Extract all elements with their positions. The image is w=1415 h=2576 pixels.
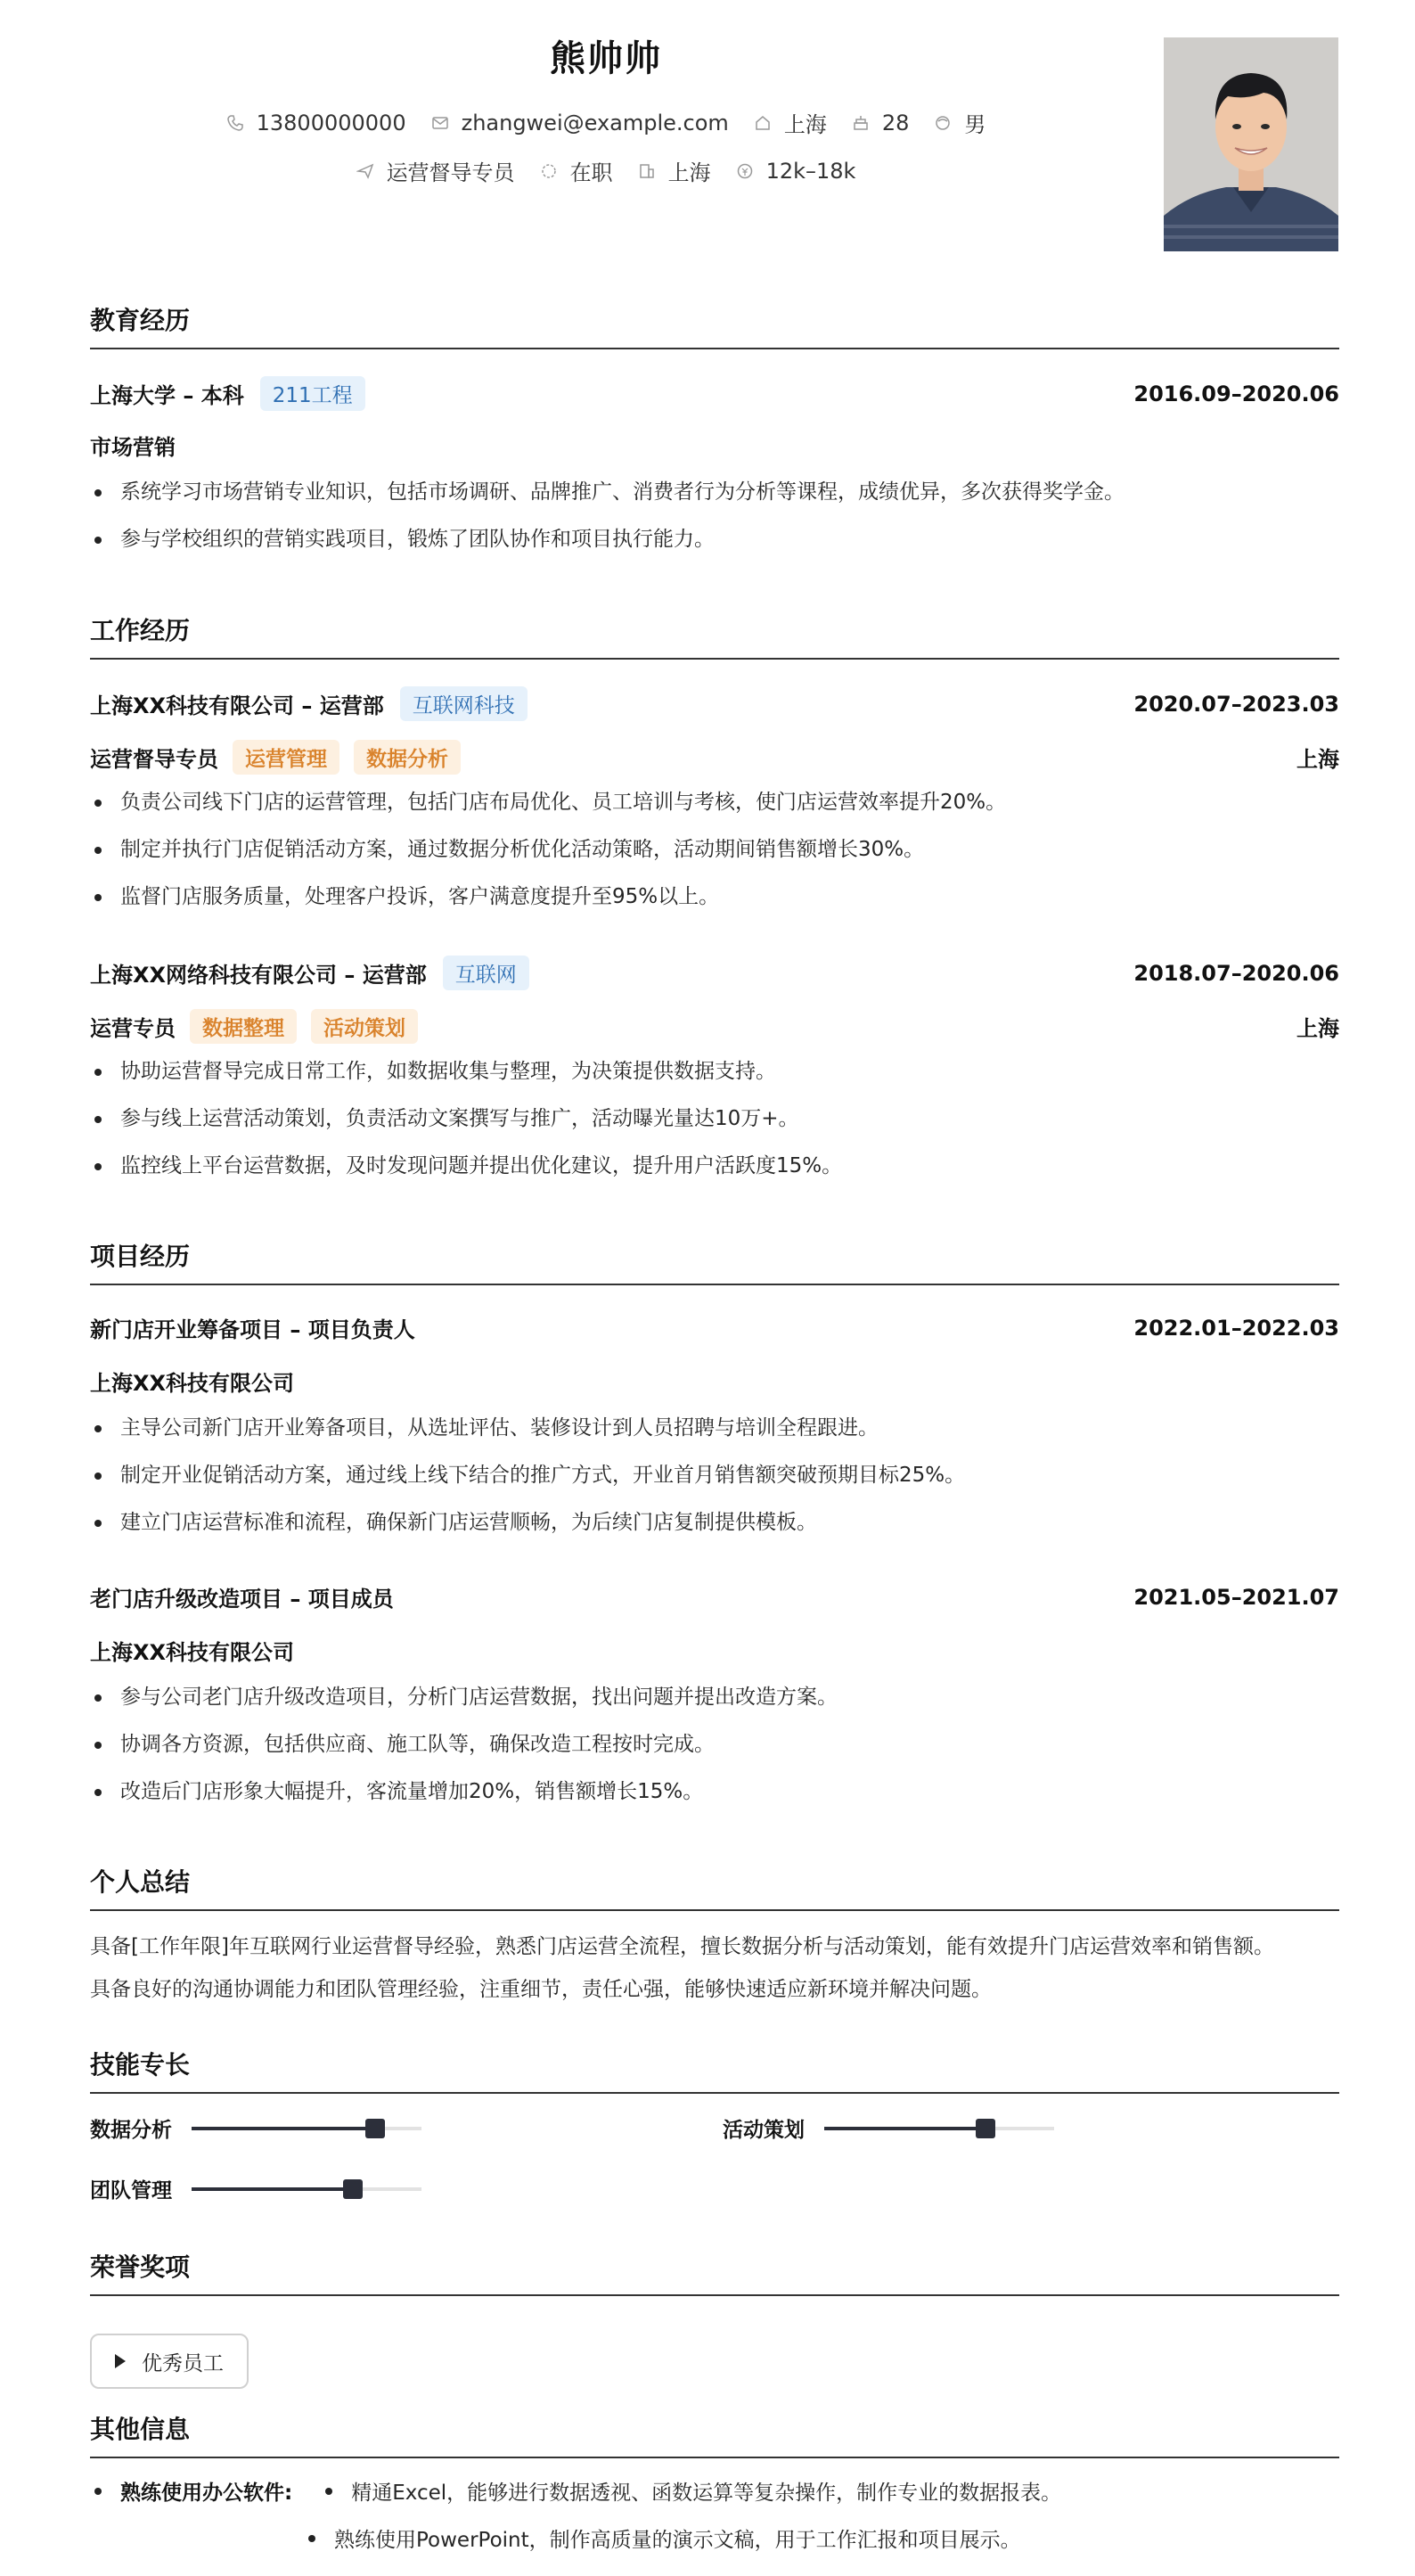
list-item: 改造后门店形象大幅提升，客流量增加20%，销售额增长15%。 bbox=[90, 1768, 1339, 1816]
skill-bar-fill bbox=[192, 2127, 375, 2130]
role-tag: 运营管理 bbox=[233, 740, 339, 775]
phone-item bbox=[226, 111, 406, 135]
other-section bbox=[90, 2410, 1339, 2571]
other-title: 其他信息 bbox=[90, 2410, 1339, 2458]
summary-section bbox=[90, 1863, 1339, 2014]
school-tag: 211工程 bbox=[260, 376, 365, 411]
role-tag: 活动策划 bbox=[311, 1009, 418, 1044]
role-name: 运营专员 bbox=[90, 1016, 176, 1041]
awards-section bbox=[90, 2248, 1339, 2400]
bullet-dot bbox=[325, 2488, 332, 2495]
role-tag: 数据整理 bbox=[190, 1009, 297, 1044]
home-icon bbox=[754, 114, 772, 132]
projects-title: 项目经历 bbox=[90, 1237, 1339, 1285]
job-target-item bbox=[356, 155, 515, 186]
phone-icon bbox=[226, 114, 244, 132]
age-text: 28 bbox=[881, 110, 910, 135]
work-entry-1-bullets bbox=[90, 779, 1339, 921]
work-city: 上海 bbox=[1296, 747, 1339, 772]
role-tag: 数据分析 bbox=[354, 740, 461, 775]
skill-bar-fill bbox=[192, 2187, 353, 2191]
list-item: 参与学校组织的营销实践项目，锻炼了团队协作和项目执行能力。 bbox=[90, 516, 1339, 563]
work-entry-1-head bbox=[90, 686, 1339, 721]
project-1-head bbox=[90, 1312, 1339, 1343]
project-date: 2022.01–2022.03 bbox=[1133, 1315, 1339, 1341]
profile-photo bbox=[1164, 37, 1338, 251]
contact-row bbox=[0, 107, 1212, 138]
company-name: 上海XX网络科技有限公司 – 运营部 bbox=[90, 963, 427, 988]
work-entry-2-role bbox=[90, 1009, 1339, 1044]
project-date: 2021.05–2021.07 bbox=[1133, 1584, 1339, 1610]
award-label: 优秀员工 bbox=[142, 2351, 224, 2375]
salary-item bbox=[736, 159, 856, 184]
work-date: 2020.07–2023.03 bbox=[1133, 691, 1339, 717]
skill-bar bbox=[192, 2127, 421, 2130]
email-item bbox=[431, 111, 729, 135]
education-date: 2016.09–2020.06 bbox=[1133, 381, 1339, 406]
major-row bbox=[90, 430, 1339, 461]
skill-bar-fill bbox=[824, 2127, 986, 2130]
status-icon bbox=[540, 162, 558, 180]
list-item: 监督门店服务质量，处理客户投诉，客户满意度提升至95%以上。 bbox=[90, 874, 1339, 921]
skill-item bbox=[723, 2113, 1054, 2143]
project-1-bullets bbox=[90, 1405, 1339, 1546]
skill-item bbox=[90, 2113, 421, 2143]
role-name: 运营督导专员 bbox=[90, 747, 218, 772]
list-item: 主导公司新门店开业筹备项目，从选址评估、装修设计到人员招聘与培训全程跟进。 bbox=[90, 1405, 1339, 1452]
salary-text: 12k–18k bbox=[765, 158, 856, 184]
list-item: 协助运营督导完成日常工作，如数据收集与整理，为决策提供数据支持。 bbox=[90, 1048, 1339, 1095]
gender-text: 男 bbox=[964, 112, 986, 137]
project-2-bullets bbox=[90, 1674, 1339, 1816]
project-2-org bbox=[90, 1635, 1339, 1666]
job-intent-row bbox=[0, 155, 1212, 186]
money-icon bbox=[736, 162, 754, 180]
list-item: 参与线上运营活动策划，负责活动文案撰写与推广，活动曝光量达10万+。 bbox=[90, 1095, 1339, 1143]
play-triangle-icon bbox=[115, 2354, 126, 2368]
major-name: 市场营销 bbox=[90, 435, 176, 460]
gender-icon bbox=[934, 114, 952, 132]
summary-line: 具备[工作年限]年互联网行业运营督导经验，熟悉门店运营全流程，擅长数据分析与活动策划，能有效提升门店运营效率和销售额。 bbox=[90, 1935, 1274, 1958]
project-title: 老门店升级改造项目 – 项目成员 bbox=[90, 1587, 394, 1612]
candidate-name: 熊帅帅 bbox=[550, 38, 662, 79]
skill-bar bbox=[824, 2127, 1054, 2130]
project-2-head bbox=[90, 1581, 1339, 1612]
list-item: 建立门店运营标准和流程，确保新门店运营顺畅，为后续门店复制提供模板。 bbox=[90, 1499, 1339, 1546]
project-title: 新门店开业筹备项目 – 项目负责人 bbox=[90, 1317, 415, 1342]
job-target-text: 运营督导专员 bbox=[386, 160, 515, 185]
skill-name: 数据分析 bbox=[90, 2119, 172, 2142]
project-1-org bbox=[90, 1366, 1339, 1397]
building-icon bbox=[638, 162, 656, 180]
age-item bbox=[852, 111, 910, 135]
gender-item bbox=[934, 107, 986, 138]
skills-section bbox=[90, 2046, 1339, 2224]
other-row bbox=[90, 2514, 1339, 2562]
skill-item bbox=[90, 2174, 421, 2203]
work-entry-2-head bbox=[90, 956, 1339, 990]
skill-bar-knob bbox=[976, 2119, 995, 2138]
mail-icon bbox=[431, 114, 449, 132]
work-city: 上海 bbox=[1296, 1016, 1339, 1041]
list-item: 制定并执行门店促销活动方案，通过数据分析优化活动策略，活动期间销售额增长30%。 bbox=[90, 826, 1339, 874]
skills-title: 技能专长 bbox=[90, 2046, 1339, 2094]
project-org: 上海XX科技有限公司 bbox=[90, 1371, 295, 1396]
work-entry-2-bullets bbox=[90, 1048, 1339, 1190]
list-item: 监控线上平台运营数据，及时发现问题并提出优化建议，提升用户活跃度15%。 bbox=[90, 1143, 1339, 1190]
work-entry-1-role bbox=[90, 740, 1339, 775]
bullet-dot bbox=[308, 2535, 315, 2542]
list-item: 系统学习市场营销专业知识，包括市场调研、品牌推广、消费者行为分析等课程，成绩优异，多次获得奖学金。 bbox=[90, 469, 1339, 516]
skill-bar-knob bbox=[365, 2119, 385, 2138]
company-name: 上海XX科技有限公司 – 运营部 bbox=[90, 693, 384, 718]
education-title: 教育经历 bbox=[90, 301, 1339, 349]
bullet-dot bbox=[94, 2488, 102, 2495]
phone-text: 13800000000 bbox=[256, 110, 406, 135]
education-bullets bbox=[90, 469, 1339, 563]
other-item: 精通Excel，能够进行数据透视、函数运算等复杂操作，制作专业的数据报表。 bbox=[351, 2482, 1062, 2505]
list-item: 负责公司线下门店的运营管理，包括门店布局优化、员工培训与考核，使门店运营效率提升20%。 bbox=[90, 779, 1339, 826]
summary-title: 个人总结 bbox=[90, 1863, 1339, 1911]
awards-title: 荣誉奖项 bbox=[90, 2248, 1339, 2296]
work-date: 2018.07–2020.06 bbox=[1133, 960, 1339, 986]
location-item bbox=[754, 107, 827, 138]
skill-name: 活动策划 bbox=[723, 2119, 805, 2142]
project-org: 上海XX科技有限公司 bbox=[90, 1640, 295, 1665]
education-section bbox=[90, 301, 1339, 569]
other-row bbox=[90, 2467, 1339, 2514]
work-city-item bbox=[638, 155, 711, 186]
other-label: 熟练使用办公软件: bbox=[120, 2482, 293, 2505]
email-text: zhangwei@example.com bbox=[461, 110, 729, 135]
location-text: 上海 bbox=[783, 112, 827, 137]
skill-bar bbox=[192, 2187, 421, 2191]
status-text: 在职 bbox=[569, 160, 613, 185]
projects-section bbox=[90, 1237, 1339, 1825]
list-item: 协调各方资源，包括供应商、施工队等，确保改造工程按时完成。 bbox=[90, 1721, 1339, 1768]
industry-tag: 互联网科技 bbox=[400, 686, 528, 721]
list-item: 制定开业促销活动方案，通过线上线下结合的推广方式，开业首月销售额突破预期目标25%。 bbox=[90, 1452, 1339, 1499]
work-title: 工作经历 bbox=[90, 611, 1339, 660]
summary-line: 具备良好的沟通协调能力和团队管理经验，注重细节，责任心强，能够快速适应新环境并解决问题。 bbox=[90, 1978, 992, 2001]
summary-text bbox=[90, 1925, 1339, 2011]
other-item: 熟练使用PowerPoint，制作高质量的演示文稿，用于工作汇报和项目展示。 bbox=[334, 2529, 1021, 2552]
work-city-text: 上海 bbox=[667, 160, 711, 185]
send-icon bbox=[356, 162, 374, 180]
school-name: 上海大学 – 本科 bbox=[90, 383, 244, 408]
award-toggle-button[interactable] bbox=[90, 2334, 249, 2389]
list-item: 参与公司老门店升级改造项目，分析门店运营数据，找出问题并提出改造方案。 bbox=[90, 1674, 1339, 1721]
work-section bbox=[90, 611, 1339, 1200]
skill-bar-knob bbox=[343, 2179, 363, 2199]
industry-tag: 互联网 bbox=[443, 956, 529, 990]
skill-name: 团队管理 bbox=[90, 2179, 172, 2203]
cake-icon bbox=[852, 114, 870, 132]
education-head bbox=[90, 376, 1339, 411]
status-item bbox=[540, 155, 613, 186]
